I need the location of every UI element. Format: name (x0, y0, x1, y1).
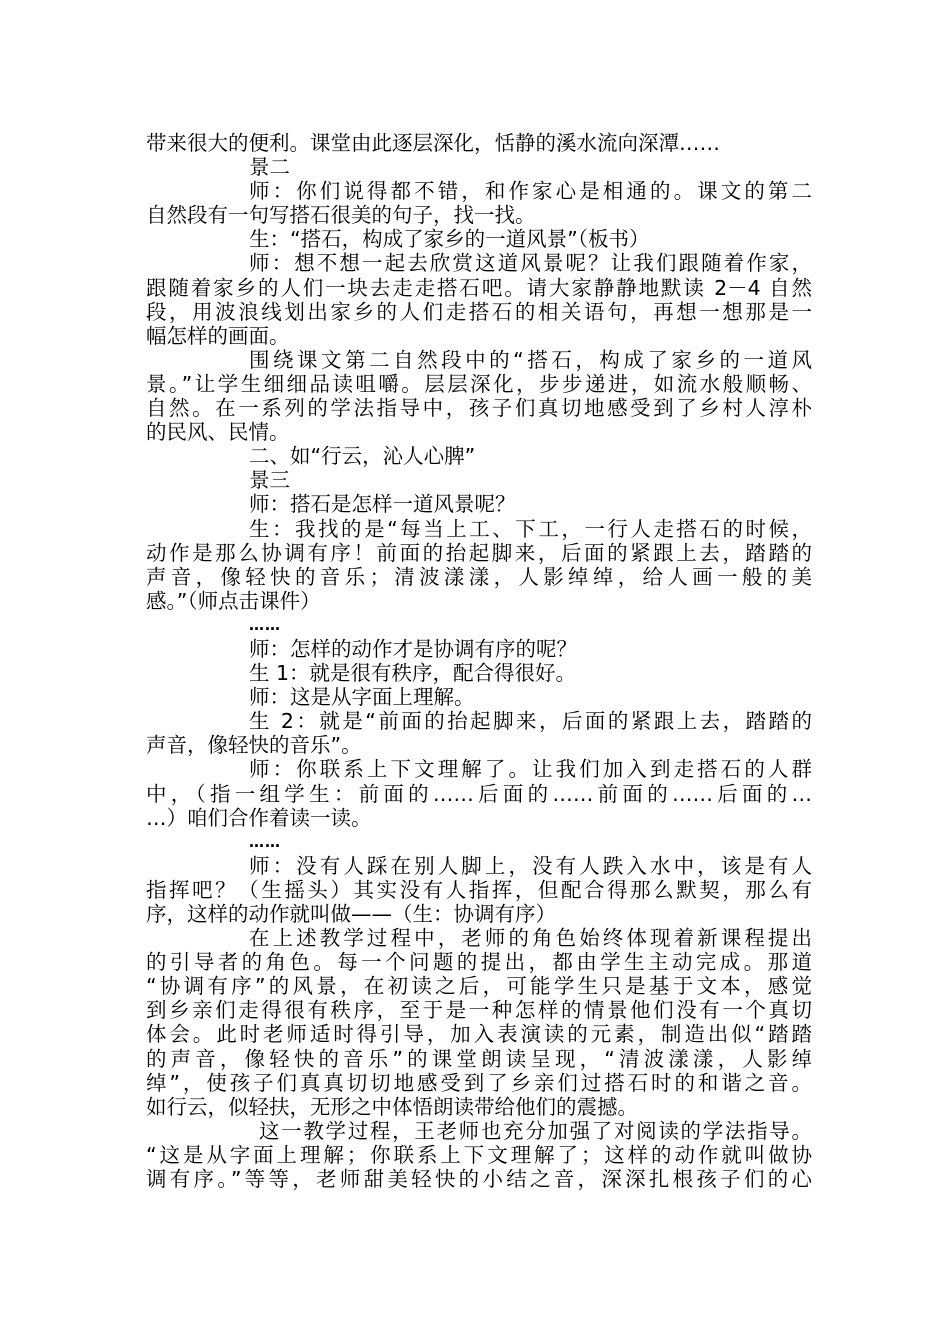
text-line: 师：想不想一起去欣赏这道风景呢？让我们跟随着作家， (249, 251, 812, 276)
text-line: 这一教学过程，王老师也充分加强了对阅读的学法指导。 (259, 1118, 812, 1143)
text-line: 体会。此时老师适时得引导，加入表演读的元素，制造出似“踏踏 (146, 1022, 812, 1047)
text-line: 师：你联系上下文理解了。让我们加入到走搭石的人群 (249, 757, 812, 782)
document-page (146, 131, 812, 1191)
text-line: 的声音，像轻快的音乐”的课堂朗读呈现，“清波漾漾，人影绰 (146, 1046, 812, 1071)
text-line: 师：没有人踩在别人脚上，没有人跌入水中，该是有人 (249, 853, 812, 878)
text-line: 在上述教学过程中，老师的角色始终体现着新课程提出 (249, 926, 812, 951)
text-line: 带来很大的便利。课堂由此逐层深化，恬静的溪水流向深潭…… (146, 131, 720, 155)
text-line: “协调有序”的风景，在初读之后，可能学生只是基于文本，感觉 (146, 974, 812, 999)
text-line: 二、如“行云，沁人心脾” (249, 444, 476, 469)
text-line: 师：搭石是怎样一道风景呢？ (249, 492, 516, 517)
text-line: …）咱们合作着读一读。 (146, 805, 372, 830)
text-line: 声音，像轻快的音乐”。 (146, 733, 362, 758)
text-line: 感。”（师点击课件） (146, 588, 321, 613)
text-line: 的民风、民情。 (146, 420, 290, 445)
text-line: 跟随着家乡的人们一块去走走搭石吧。请大家静静地默读 2－4 自然 (146, 275, 812, 300)
text-line: 指挥吧？（生摇头）其实没有人指挥，但配合得那么默契，那么有 (146, 877, 812, 902)
text-line: …… (249, 832, 281, 851)
text-line: 自然。在一系列的学法指导中，孩子们真切地感受到了乡村人淳朴 (146, 396, 812, 421)
text-line: 中，（指一组学生：前面的……后面的……前面的……后面的… (146, 781, 812, 806)
text-line: 如行云，似轻扶，无形之中体悟朗读带给他们的震撼。 (146, 1094, 638, 1119)
text-line: 师：这是从字面上理解。 (249, 685, 475, 710)
text-line: 生：我找的是“每当上工、下工，一行人走搭石的时候， (249, 516, 812, 541)
text-line: “这是从字面上理解；你联系上下文理解了；这样的动作就叫做协 (146, 1142, 812, 1167)
text-line: 师：怎样的动作才是协调有序的呢？ (249, 636, 577, 661)
text-line: 生 2：就是“前面的抬起脚来，后面的紧跟上去，踏踏的 (249, 709, 812, 734)
text-line: 到乡亲们走得很有秩序，至于是一种怎样的情景他们没有一个真切 (146, 998, 812, 1023)
text-line: 调有序。”等等，老师甜美轻快的小结之音，深深扎根孩子们的心 (146, 1167, 812, 1192)
text-line: 景。”让学生细细品读咀嚼。层层深化，步步递进，如流水般顺畅、 (146, 371, 812, 396)
text-line: 师：你们说得都不错，和作家心是相通的。课文的第二 (249, 179, 812, 204)
text-line: 段，用波浪线划出家乡的人们走搭石的相关语句，再想一想那是一 (146, 299, 812, 324)
text-line: …… (249, 615, 281, 634)
text-line: 的引导者的角色。每一个问题的提出，都由学生主动完成。那道 (146, 950, 812, 975)
text-line: 序，这样的动作就叫做——（生：协调有序） (146, 902, 556, 926)
text-line: 动作是那么协调有序！前面的抬起脚来，后面的紧跟上去，踏踏的 (146, 540, 812, 565)
text-line: 景二 (249, 155, 290, 180)
text-line: 围绕课文第二自然段中的“搭石，构成了家乡的一道风 (249, 347, 812, 372)
text-line: 自然段有一句写搭石很美的句子，找一找。 (146, 203, 536, 228)
text-line: 绰”，使孩子们真真切切地感受到了乡亲们过搭石时的和谐之音。 (146, 1070, 812, 1095)
text-line: 生：“搭石，构成了家乡的一道风景”（板书） (249, 227, 650, 252)
text-line: 幅怎样的画面。 (146, 323, 290, 348)
text-line: 景三 (249, 468, 290, 493)
text-line: 声音，像轻快的音乐；清波漾漾，人影绰绰，给人画一般的美 (146, 564, 812, 589)
text-line: 生 1：就是很有秩序，配合得很好。 (249, 661, 577, 686)
